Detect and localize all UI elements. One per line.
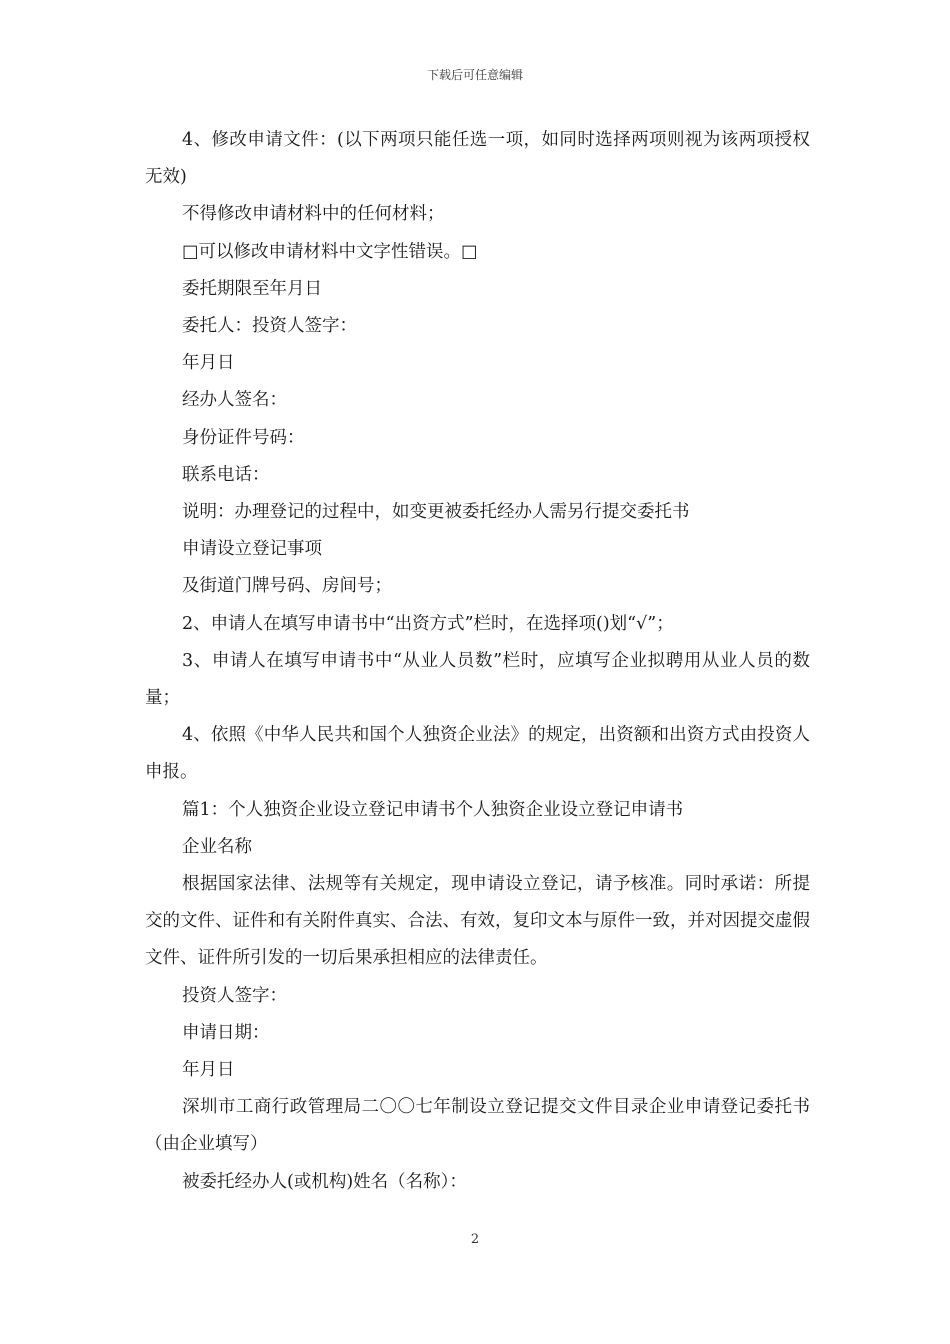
paragraph-commitment: 根据国家法律、法规等有关规定，现申请设立登记，请予核准。同时承诺：所提交的文件、证件和有关附件真实、合法、有效，复印文本与原件一致，并对因提交虚假文件、证件所引发的一切后果承担相应的法律责任。 (145, 874, 810, 969)
paragraph-agent-signature: 经办人签名： (182, 390, 287, 411)
page-number: 2 (470, 1232, 480, 1247)
paragraph-phone: 联系电话： (182, 464, 270, 485)
paragraph-application-date: 申请日期： (182, 1022, 270, 1043)
paragraph-no-modify: 不得修改申请材料中的任何材料； (182, 204, 445, 225)
paragraph-company-name: 企业名称 (182, 836, 252, 857)
paragraph-investor-signature: 投资人签字： (182, 985, 287, 1006)
paragraph-can-modify: □可以修改申请材料中文字性错误。□ (182, 241, 478, 262)
paragraph-item-4: 4、依照《中华人民共和国个人独资企业法》的规定，出资额和出资方式由投资人申报。 (145, 725, 810, 783)
paragraph-date-2: 年月日 (182, 1060, 235, 1081)
paragraph-registration-items: 申请设立登记事项 (182, 539, 322, 560)
paragraph-shenzhen-bureau: 深圳市工商行政管理局二〇〇七年制设立登记提交文件目录企业申请登记委托书（由企业填写） (145, 1097, 810, 1155)
paragraph-item-2: 2、申请人在填写申请书中“出资方式”栏时，在选择项()划“√”； (182, 613, 674, 634)
page-header: 下载后可任意编辑 (426, 68, 523, 82)
paragraph-date-1: 年月日 (182, 353, 235, 374)
paragraph-entrust-period: 委托期限至年月日 (182, 278, 322, 299)
paragraph-section-title: 篇1：个人独资企业设立登记申请书个人独资企业设立登记申请书 (182, 799, 684, 820)
paragraph-street-address: 及街道门牌号码、房间号； (182, 576, 392, 597)
paragraph-item-3: 3、申请人在填写申请书中“从业人员数”栏时，应填写企业拟聘用从业人员的数量； (145, 650, 810, 709)
paragraph-note: 说明：办理登记的过程中，如变更被委托经办人需另行提交委托书 (182, 502, 690, 523)
paragraph-principal-signature: 委托人：投资人签字： (182, 316, 357, 337)
paragraph-modify-application: 4、修改申请文件：(以下两项只能任选一项，如同时选择两项则视为该两项授权无效) (145, 130, 810, 188)
paragraph-agent-name: 被委托经办人(或机构)姓名（名称）： (182, 1171, 467, 1192)
document-body (145, 122, 810, 1201)
paragraph-id-number: 身份证件号码： (182, 427, 305, 448)
